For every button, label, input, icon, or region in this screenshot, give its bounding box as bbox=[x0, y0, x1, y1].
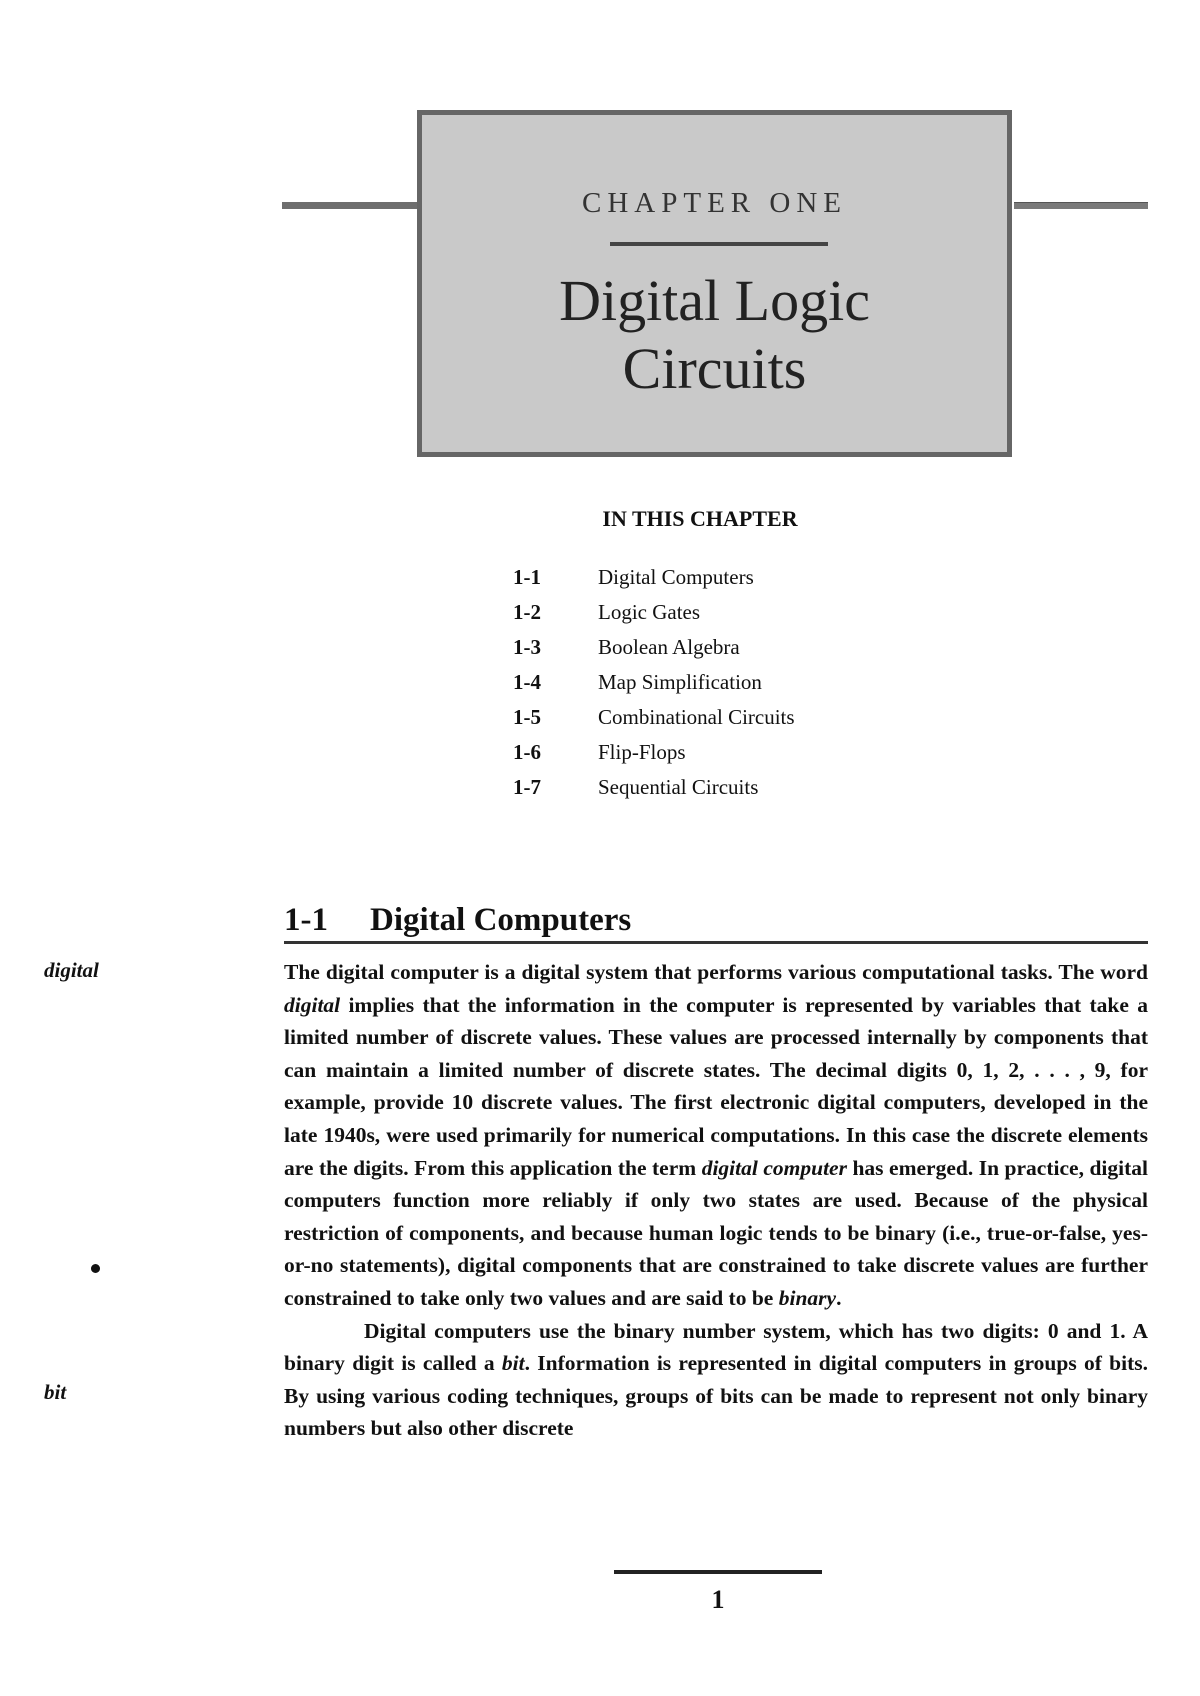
emphasis-digital: digital bbox=[284, 992, 341, 1017]
chapter-title bbox=[422, 267, 1007, 403]
in-this-chapter-heading: IN THIS CHAPTER bbox=[602, 506, 798, 531]
chapter-contents-list bbox=[513, 560, 795, 805]
toc-item-number: 1-7 bbox=[513, 775, 541, 799]
chapter-rule-right bbox=[1014, 202, 1148, 209]
chapter-label: CHAPTER ONE bbox=[582, 187, 847, 219]
toc-item bbox=[513, 770, 795, 805]
toc-item-number: 1-6 bbox=[513, 740, 541, 764]
emphasis-binary: binary bbox=[778, 1285, 837, 1310]
toc-item-title: Combinational Circuits bbox=[598, 705, 795, 729]
toc-item bbox=[513, 735, 795, 770]
page-number: 1 bbox=[711, 1585, 725, 1614]
section-rule bbox=[284, 941, 1148, 944]
toc-item-number: 1-5 bbox=[513, 705, 541, 729]
text-run: The digital computer is a digital system that performs various computational tasks. The word bbox=[284, 960, 1148, 984]
body-text bbox=[284, 956, 1148, 1445]
section-heading bbox=[284, 902, 631, 939]
chapter-divider bbox=[610, 242, 828, 246]
toc-item-number: 1-4 bbox=[513, 670, 541, 694]
section-number: 1-1 bbox=[284, 902, 328, 938]
paragraph-1 bbox=[284, 956, 1148, 1315]
toc-item-title: Map Simplification bbox=[598, 670, 762, 694]
text-run: Digital computers use the binary number system, which has two digits: 0 and 1. A binary digit is called a bbox=[284, 1318, 1148, 1376]
toc-item-title: Flip-Flops bbox=[598, 740, 686, 764]
toc-item-title: Logic Gates bbox=[598, 600, 701, 624]
footer-rule bbox=[614, 1570, 822, 1574]
toc-item-title: Boolean Algebra bbox=[598, 635, 740, 659]
toc-item-title: Sequential Circuits bbox=[598, 775, 759, 799]
chapter-title-line-2: Circuits bbox=[622, 336, 807, 401]
text-run: implies that the information in the computer is represented by variables that take a limited number of discrete values. These values are processed internally by components that can maintain a limited number of discrete states. The decimal digits 0, 1, 2, . . . , 9, for example, provide 10 discrete values. The first electronic digital computers, developed in the late 1940s, were used primarily for numerical computations. In this case the discrete elements are the digits. From this application the term bbox=[284, 992, 1148, 1180]
margin-note-digital: digital bbox=[44, 958, 99, 982]
text-run: . Information is represented in digital computers in groups of bits. By using various coding techniques, groups of bits can be made to represent not only binary numbers but also other discrete bbox=[284, 1351, 1148, 1441]
emphasis-bit: bit bbox=[501, 1351, 525, 1376]
toc-item-number: 1-3 bbox=[513, 635, 541, 659]
toc-item bbox=[513, 630, 795, 665]
section-title: Digital Computers bbox=[370, 902, 632, 938]
toc-item bbox=[513, 595, 795, 630]
text-run: . bbox=[836, 1285, 842, 1310]
toc-item-number: 1-1 bbox=[513, 565, 541, 589]
chapter-rule-left bbox=[282, 202, 420, 209]
toc-item bbox=[513, 560, 795, 595]
paragraph-2 bbox=[284, 1315, 1148, 1445]
toc-item bbox=[513, 700, 795, 735]
toc-item bbox=[513, 665, 795, 700]
margin-bullet bbox=[91, 1264, 100, 1273]
toc-item-number: 1-2 bbox=[513, 600, 541, 624]
text-run: has emerged. In practice, digital computers function more reliably if only two states are used. Because of the physical restriction of components, and because human logic tends to be binary (i.e., true-or-false, yes-or-no statements), digital components that are constrained to take discrete values are further constrained to take only two values and are said to be bbox=[284, 1155, 1148, 1310]
emphasis-digital-computer: digital computer bbox=[701, 1155, 847, 1180]
chapter-title-line-1: Digital Logic bbox=[559, 268, 870, 333]
toc-item-title: Digital Computers bbox=[598, 565, 754, 589]
margin-note-bit: bit bbox=[44, 1380, 67, 1404]
chapter-title-box bbox=[417, 110, 1012, 457]
